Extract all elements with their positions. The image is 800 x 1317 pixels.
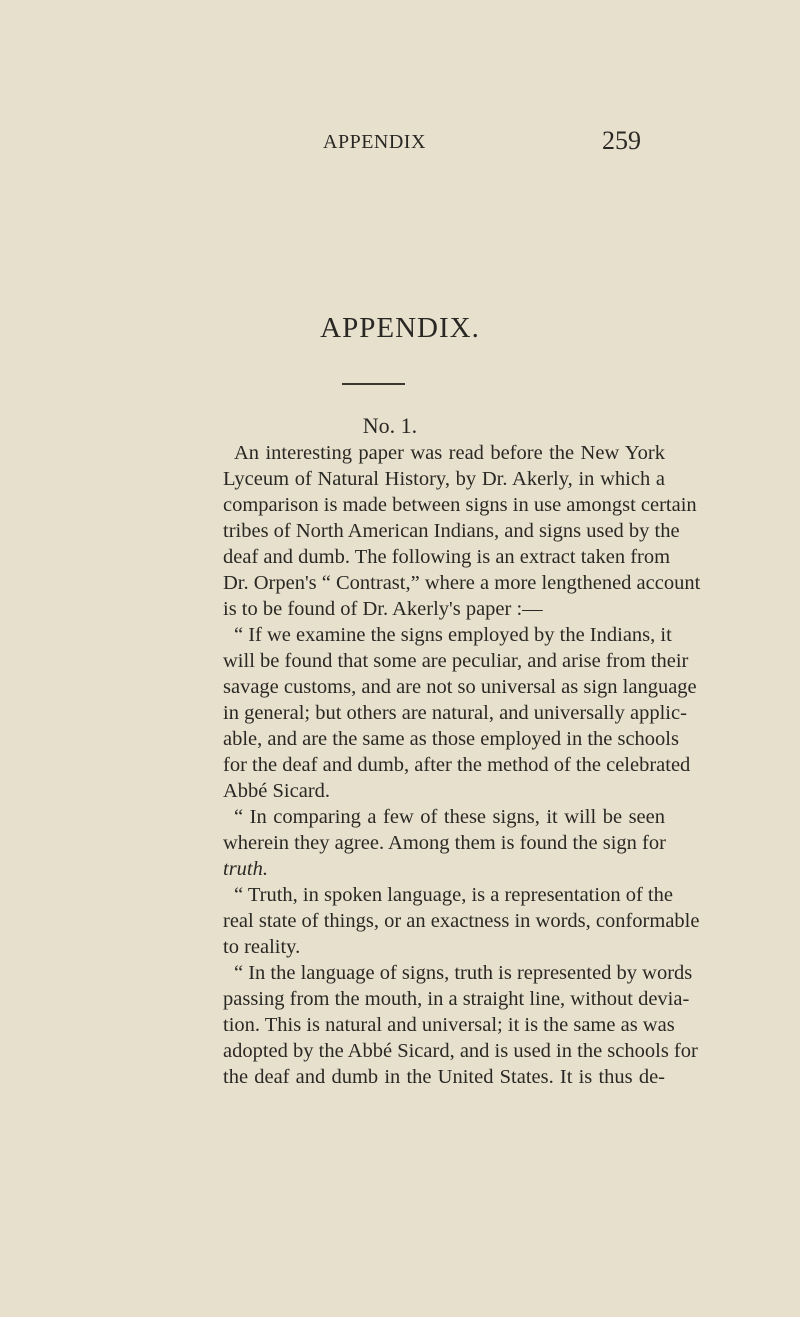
running-head: APPENDIX <box>323 131 426 153</box>
section-number: No. 1. <box>362 413 418 438</box>
text-line: “ In comparing a few of these signs, it will be seen <box>234 806 665 828</box>
text-line: for the deaf and dumb, after the method of the celebrated <box>223 754 691 776</box>
text-line: passing from the mouth, in a straight line, without devia- <box>223 988 690 1010</box>
text-line: comparison is made between signs in use amongst certain <box>223 494 697 516</box>
text-line: “ Truth, in spoken language, is a representation of the <box>234 884 673 906</box>
text-line: Dr. Orpen's “ Contrast,” where a more lengthened account <box>223 572 701 594</box>
text-line: Abbé Sicard. <box>223 780 331 802</box>
text-line: deaf and dumb. The following is an extract taken from <box>223 546 671 568</box>
text-line: truth. <box>223 858 268 880</box>
text-line: will be found that some are peculiar, and arise from their <box>223 650 689 672</box>
title-rule <box>342 383 405 385</box>
text-line: Lyceum of Natural History, by Dr. Akerly, in which a <box>223 468 665 490</box>
text-line: real state of things, or an exactness in words, conformable <box>223 910 700 932</box>
text-line: “ In the language of signs, truth is represented by words <box>234 962 693 984</box>
text-line: “ If we examine the signs employed by the Indians, it <box>234 624 672 646</box>
text-line: savage customs, and are not so universal as sign language <box>223 676 697 698</box>
text-line: able, and are the same as those employed in the schools <box>223 728 679 750</box>
text-line: to reality. <box>223 936 301 958</box>
text-line: the deaf and dumb in the United States. It is thus de- <box>223 1066 665 1088</box>
page-title: APPENDIX. <box>320 312 480 344</box>
text-line: tion. This is natural and universal; it is the same as was <box>223 1014 675 1036</box>
text-line: wherein they agree. Among them is found the sign for <box>223 832 666 854</box>
text-line: adopted by the Abbé Sicard, and is used in the schools for <box>223 1040 698 1062</box>
body-text <box>223 440 701 1090</box>
text-line: in general; but others are natural, and universally applic- <box>223 702 687 724</box>
page-number: 259 <box>602 126 641 155</box>
text-line: An interesting paper was read before the New York <box>234 442 665 464</box>
text-line: tribes of North American Indians, and signs used by the <box>223 520 680 542</box>
text-line: is to be found of Dr. Akerly's paper :— <box>223 598 543 620</box>
